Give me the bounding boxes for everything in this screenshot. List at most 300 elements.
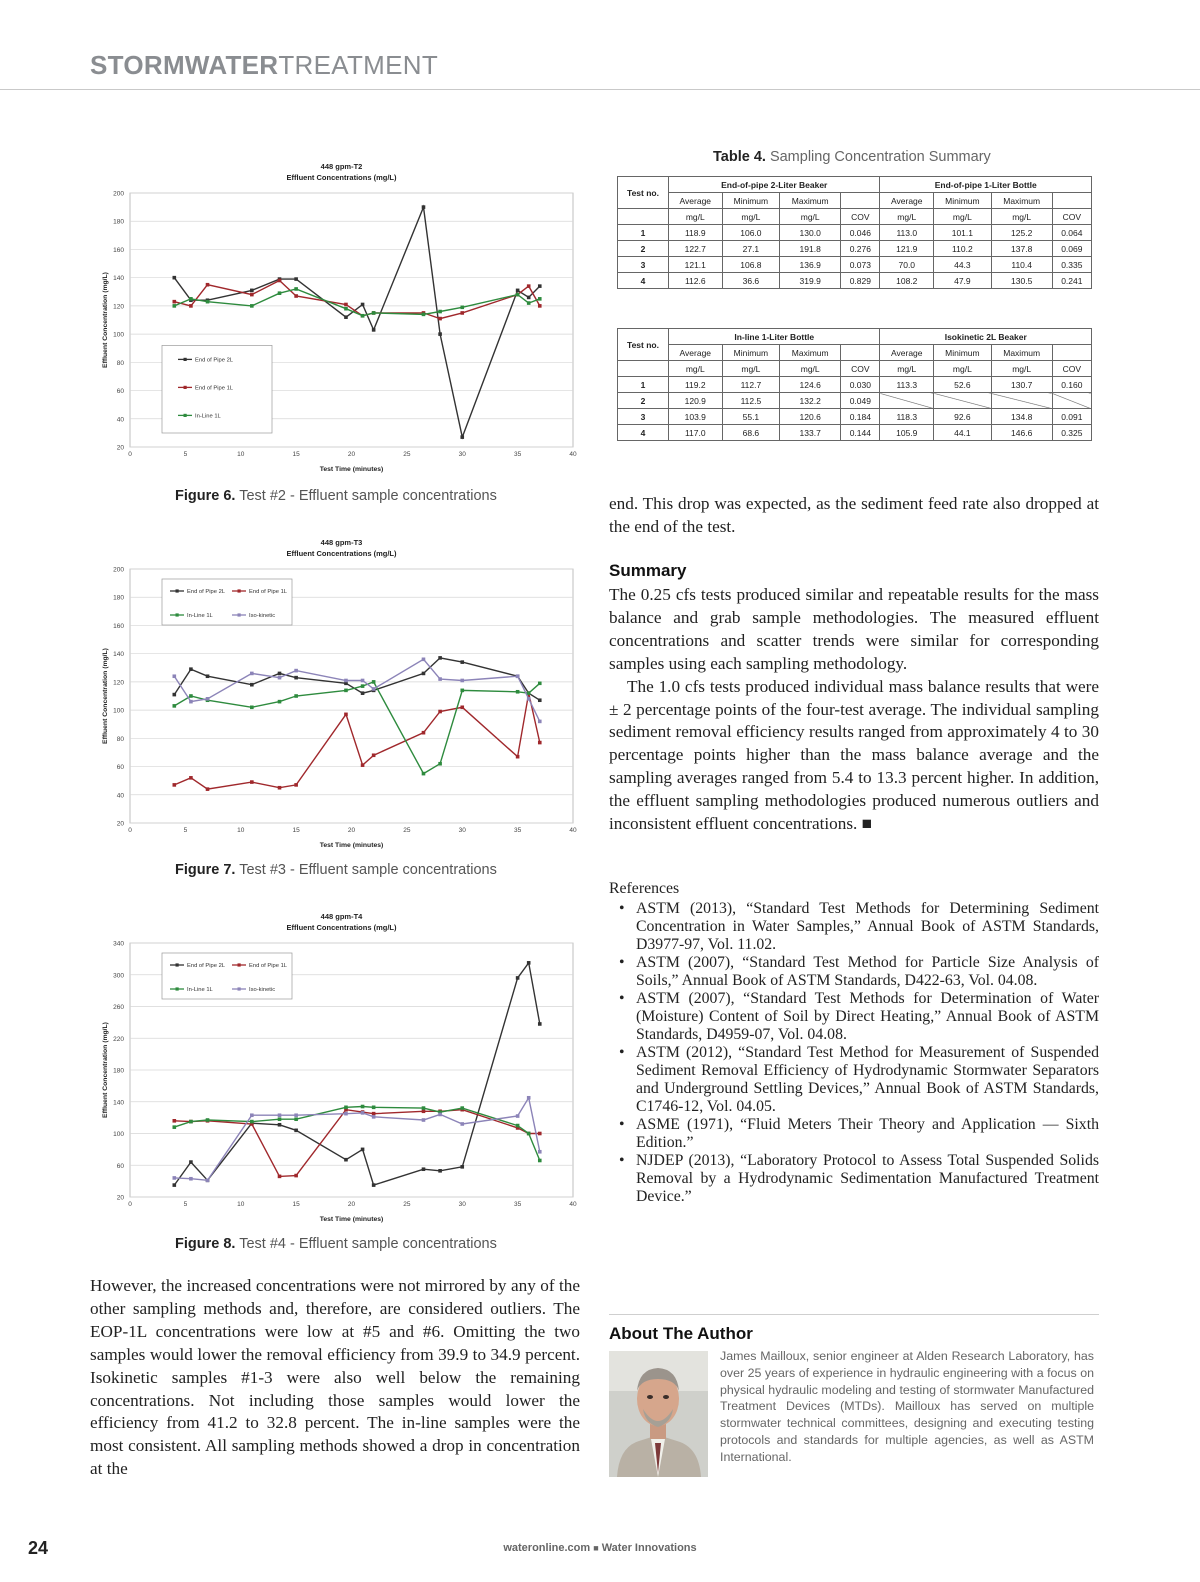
x-tick-label: 5: [183, 827, 188, 834]
data-point: [189, 304, 193, 308]
footer-site: wateronline.com: [503, 1542, 591, 1554]
data-point: [189, 1160, 193, 1164]
section-title: STORMWATERTREATMENT: [90, 50, 439, 80]
data-point: [361, 684, 365, 688]
y-tick-label: 20: [116, 444, 124, 452]
legend-marker: [184, 358, 187, 361]
value-cell: 36.6: [722, 273, 780, 289]
group-header: End-of-pipe 1-Liter Bottle: [880, 177, 1092, 193]
data-point: [516, 293, 520, 297]
value-cell: 120.6: [780, 409, 841, 425]
data-point: [538, 741, 542, 745]
value-cell: 136.9: [780, 257, 841, 273]
data-point: [206, 1179, 210, 1183]
x-tick-label: 5: [183, 1201, 188, 1208]
x-tick-label: 15: [292, 827, 300, 834]
header-divider: [0, 89, 1200, 90]
data-point: [361, 1105, 365, 1109]
data-point: [278, 279, 282, 283]
references: [609, 880, 1099, 1206]
data-point: [460, 435, 464, 439]
data-point: [250, 672, 254, 676]
data-point: [173, 1183, 177, 1187]
data-point: [438, 710, 442, 714]
value-cell: 146.6: [991, 425, 1052, 441]
legend-entry: End of Pipe 1L: [249, 589, 288, 596]
author-photo: [609, 1351, 708, 1477]
data-point: [294, 287, 298, 291]
x-tick-label: 35: [514, 451, 522, 458]
data-point: [189, 1177, 193, 1181]
chart-title: 448 gpm-T4: [320, 912, 363, 921]
data-point: [344, 315, 348, 319]
data-point: [460, 660, 464, 664]
y-tick-label: 140: [113, 651, 124, 659]
data-point: [460, 705, 464, 709]
data-point: [189, 776, 193, 780]
value-cell: 0.160: [1052, 377, 1091, 393]
value-cell: 120.9: [669, 393, 723, 409]
y-tick-label: 260: [113, 1004, 124, 1011]
value-cell: 118.3: [880, 409, 934, 425]
legend-entry: Iso-kinetic: [249, 987, 276, 994]
data-point: [422, 1118, 426, 1122]
data-point: [527, 691, 531, 695]
x-tick-label: 10: [237, 1201, 245, 1208]
data-point: [361, 1148, 365, 1152]
table-row: [618, 425, 1092, 441]
data-point: [460, 306, 464, 310]
data-point: [250, 705, 254, 709]
reference-item: • ASTM (2012), “Standard Test Method for Measurement of Suspended Sediment Removal Efficiency of Hydrodynamic Stormwater Separators and Underground Settling Devices,” Annual Book of ASTM Standards, C1746-12, Vol. 04.05.: [609, 1044, 1099, 1116]
y-tick-label: 20: [116, 1194, 124, 1202]
data-point: [538, 1022, 542, 1026]
value-cell: 113.3: [880, 377, 934, 393]
test-number-cell: 2: [618, 241, 669, 257]
page-number: 24: [28, 1538, 49, 1558]
data-point: [422, 313, 426, 317]
data-point: [344, 307, 348, 311]
data-point: [372, 1106, 376, 1110]
y-axis-label: Effluent Concentration (mg/L): [102, 1022, 109, 1118]
value-cell: 112.6: [669, 273, 723, 289]
references-label: References: [609, 880, 680, 897]
legend-marker: [176, 963, 179, 966]
data-point: [206, 1118, 210, 1122]
value-cell: 0.030: [841, 377, 880, 393]
x-tick-label: 40: [569, 827, 577, 834]
test-number-cell: 2: [618, 393, 669, 409]
data-point: [422, 1109, 426, 1113]
group-header: End-of-pipe 2-Liter Beaker: [669, 177, 880, 193]
table-row: [618, 377, 1092, 393]
data-point: [460, 1122, 464, 1126]
data-point: [206, 283, 210, 287]
value-cell: 112.7: [722, 377, 780, 393]
y-tick-label: 80: [116, 735, 124, 743]
data-point: [189, 297, 193, 301]
value-cell: 0.325: [1052, 425, 1091, 441]
legend-marker: [184, 386, 187, 389]
test-no-header: Test no.: [618, 177, 669, 209]
data-point: [173, 304, 177, 308]
data-point: [173, 1125, 177, 1129]
empty-cell: [880, 393, 934, 409]
data-point: [460, 689, 464, 693]
data-point: [294, 694, 298, 698]
value-cell: 319.9: [780, 273, 841, 289]
table-4-caption: Table 4. Sampling Concentration Summary: [713, 149, 991, 165]
data-point: [538, 698, 542, 702]
value-cell: 191.8: [780, 241, 841, 257]
data-point: [344, 1106, 348, 1110]
value-cell: 44.1: [934, 425, 992, 441]
author-bio: James Mailloux, senior engineer at Alden Research Laboratory, has over 25 years of experience in hydraulic engineering with a focus on physical hydraulic modeling and testing of stormwater Manufactured Treatment Devices (MTDs). Mailloux has served on multiple stormwater technical committees, designing and executing testing protocols and standards for multiple agencies, as well as ASTM International.: [720, 1349, 1094, 1464]
figure-8-chart: [95, 907, 585, 1237]
legend-marker: [238, 613, 241, 616]
data-point: [516, 976, 520, 980]
value-cell: 0.069: [1052, 241, 1091, 257]
y-tick-label: 40: [116, 416, 124, 424]
chart-title: 448 gpm-T3: [320, 538, 363, 547]
data-point: [278, 676, 282, 680]
data-point: [278, 291, 282, 295]
legend-entry: In-Line 1L: [187, 987, 213, 994]
value-cell: 106.8: [722, 257, 780, 273]
x-axis-label: Test Time (minutes): [319, 1216, 384, 1223]
y-tick-label: 100: [113, 331, 124, 339]
empty-cell: [1052, 393, 1091, 409]
line-chart: [95, 157, 585, 487]
data-point: [538, 720, 542, 724]
data-point: [344, 689, 348, 693]
y-tick-label: 160: [113, 622, 124, 630]
data-point: [206, 674, 210, 678]
legend-entry: End of Pipe 2L: [187, 963, 226, 970]
y-tick-label: 100: [113, 1131, 124, 1138]
data-point: [516, 755, 520, 759]
x-tick-label: 25: [403, 451, 411, 458]
data-point: [294, 1117, 298, 1121]
data-point: [278, 786, 282, 790]
y-tick-label: 80: [116, 359, 124, 367]
value-cell: 121.9: [880, 241, 934, 257]
data-point: [422, 1106, 426, 1110]
table-body: [618, 377, 1092, 441]
data-point: [516, 1124, 520, 1128]
line-chart: [95, 907, 585, 1237]
x-tick-label: 20: [347, 827, 356, 834]
value-cell: 110.4: [991, 257, 1052, 273]
legend-marker: [238, 987, 241, 990]
data-point: [250, 293, 254, 297]
data-point: [438, 310, 442, 314]
legend-marker: [238, 963, 241, 966]
x-tick-label: 15: [292, 451, 300, 458]
footer-separator: ■: [593, 1543, 599, 1553]
reference-item: • ASTM (2007), “Standard Test Methods for Determination of Water (Moisture) Content of Soil by Direct Heating,” Annual Book of ASTM Standards, D4959-07, Vol. 04.08.: [609, 990, 1099, 1044]
group-header: Isokinetic 2L Beaker: [880, 329, 1092, 345]
value-cell: 0.335: [1052, 257, 1091, 273]
data-point: [516, 289, 520, 293]
data-point: [372, 680, 376, 684]
legend-entry: End of Pipe 1L: [249, 963, 288, 970]
summary-body: [609, 584, 1099, 836]
table-row: [618, 393, 1092, 409]
legend-marker: [176, 613, 179, 616]
data-point: [361, 679, 365, 683]
chart-subtitle: Effluent Concentrations (mg/L): [286, 173, 397, 182]
data-point: [361, 1111, 365, 1115]
x-axis-label: Test Time (minutes): [319, 466, 384, 473]
data-point: [527, 961, 531, 965]
data-point: [438, 677, 442, 681]
y-tick-label: 60: [116, 1162, 124, 1170]
figure-8-caption: Figure 8. Test #4 - Effluent sample concentrations: [175, 1236, 497, 1252]
legend-marker: [184, 414, 187, 417]
data-point: [372, 1115, 376, 1119]
x-tick-label: 25: [403, 1201, 411, 1208]
y-tick-label: 140: [113, 275, 124, 283]
data-point: [538, 1159, 542, 1163]
value-cell: 108.2: [880, 273, 934, 289]
data-point: [372, 328, 376, 332]
figure-6-caption: Figure 6. Test #2 - Effluent sample concentrations: [175, 488, 497, 504]
data-point: [361, 763, 365, 767]
data-point: [438, 656, 442, 660]
data-point: [189, 1120, 193, 1124]
data-point: [372, 1112, 376, 1116]
figure-6-chart: [95, 157, 585, 487]
value-cell: 137.8: [991, 241, 1052, 257]
data-point: [460, 1106, 464, 1110]
data-point: [438, 1113, 442, 1117]
group-header: In-line 1-Liter Bottle: [669, 329, 880, 345]
data-point: [372, 687, 376, 691]
value-cell: 0.064: [1052, 225, 1091, 241]
legend-entry: End of Pipe 1L: [195, 385, 234, 392]
value-cell: 0.091: [1052, 409, 1091, 425]
data-point: [250, 289, 254, 293]
legend-marker: [238, 589, 241, 592]
value-cell: 110.2: [934, 241, 992, 257]
data-point: [516, 690, 520, 694]
legend-entry: End of Pipe 2L: [195, 357, 234, 364]
value-cell: 27.1: [722, 241, 780, 257]
table-body: [618, 225, 1092, 289]
reference-item: • NJDEP (2013), “Laboratory Protocol to Assess Total Suspended Solids Removal by a Hydrodynamic Sedimentation Manufactured Treatment Device.”: [609, 1152, 1099, 1206]
value-cell: 103.9: [669, 409, 723, 425]
x-tick-label: 5: [183, 451, 188, 458]
footer-publication: Water Innovations: [601, 1542, 697, 1554]
value-cell: 70.0: [880, 257, 934, 273]
y-tick-label: 180: [113, 594, 124, 602]
value-cell: 0.046: [841, 225, 880, 241]
data-point: [173, 783, 177, 787]
x-tick-label: 0: [128, 1201, 132, 1208]
data-point: [422, 1167, 426, 1171]
data-point: [173, 1119, 177, 1123]
data-point: [372, 1183, 376, 1187]
data-point: [372, 753, 376, 757]
data-point: [294, 676, 298, 680]
concentration-table-part-2: Test no. In-line 1-Liter Bottle Isokinetic 2L Beaker Average Minimum Maximum Average Minimum Maximum mg/L mg/L mg/L COV mg/L mg/L mg/L COV 1 119.2 112.7 124.6 0.030 113.3 52.6 130.7 0.160 2 120.9 112.5 132.2 0.049 3 103.9 55.1 120.6 0.184 118.3 92.6 134.8 0.091 4 117.0 68.6 133.7 0.144 105.9 44.1 146.6 0.325: [617, 328, 1092, 441]
value-cell: 112.5: [722, 393, 780, 409]
data-point: [344, 679, 348, 683]
value-cell: 130.7: [991, 377, 1052, 393]
value-cell: 119.2: [669, 377, 723, 393]
value-cell: 0.829: [841, 273, 880, 289]
x-tick-label: 35: [514, 827, 522, 834]
data-point: [173, 1176, 177, 1180]
value-cell: 122.7: [669, 241, 723, 257]
test-no-header: Test no.: [618, 329, 669, 361]
x-tick-label: 30: [458, 827, 466, 834]
value-cell: 44.3: [934, 257, 992, 273]
author-divider: [609, 1314, 1099, 1315]
value-cell: 121.1: [669, 257, 723, 273]
value-cell: 132.2: [780, 393, 841, 409]
y-tick-label: 120: [113, 679, 124, 687]
value-cell: 113.0: [880, 225, 934, 241]
y-tick-label: 200: [113, 190, 124, 198]
data-point: [460, 311, 464, 315]
legend-entry: In-Line 1L: [187, 613, 213, 620]
y-tick-label: 180: [113, 1067, 124, 1075]
chart-subtitle: Effluent Concentrations (mg/L): [286, 549, 397, 558]
reference-item: • ASME (1971), “Fluid Meters Their Theory and Application — Sixth Edition.”: [609, 1116, 1099, 1152]
data-point: [460, 679, 464, 683]
data-point: [460, 1165, 464, 1169]
data-point: [361, 691, 365, 695]
value-cell: 47.9: [934, 273, 992, 289]
value-cell: 117.0: [669, 425, 723, 441]
data-point: [173, 300, 177, 304]
x-tick-label: 40: [569, 451, 577, 458]
data-point: [438, 317, 442, 321]
data-point: [173, 674, 177, 678]
x-tick-label: 20: [347, 451, 356, 458]
reference-item: • ASTM (2013), “Standard Test Methods for Determining Sediment Concentration in Water Samples,” Annual Book of ASTM Standards, D3977-97, Vol. 11.02.: [609, 900, 1099, 954]
value-cell: 0.073: [841, 257, 880, 273]
data-point: [294, 669, 298, 673]
value-cell: 68.6: [722, 425, 780, 441]
summary-heading: Summary: [609, 561, 687, 580]
test-number-cell: 1: [618, 377, 669, 393]
y-tick-label: 300: [113, 972, 124, 980]
data-point: [294, 277, 298, 281]
data-point: [278, 700, 282, 704]
data-point: [173, 276, 177, 280]
data-point: [344, 1112, 348, 1116]
data-point: [527, 1096, 531, 1100]
data-point: [538, 284, 542, 288]
table-row: [618, 241, 1092, 257]
data-point: [538, 1132, 542, 1136]
table-row: [618, 273, 1092, 289]
data-point: [438, 332, 442, 336]
data-point: [206, 300, 210, 304]
data-point: [173, 704, 177, 708]
value-cell: 134.8: [991, 409, 1052, 425]
value-cell: 106.0: [722, 225, 780, 241]
data-point: [278, 1175, 282, 1179]
table-row: [618, 409, 1092, 425]
table-row: [618, 225, 1092, 241]
x-tick-label: 10: [237, 827, 245, 834]
y-tick-label: 140: [113, 1099, 124, 1107]
data-point: [294, 294, 298, 298]
value-cell: 0.184: [841, 409, 880, 425]
summary-paragraph-1: The 0.25 cfs tests produced similar and repeatable results for the mass balance and grab sample methodologies. The measured effluent concentrations and scatter trends were similar for corresponding samples using each sampling methodology.: [609, 585, 1099, 673]
figure-7-chart: [95, 533, 585, 863]
value-cell: 55.1: [722, 409, 780, 425]
data-point: [422, 658, 426, 662]
legend-marker: [176, 589, 179, 592]
y-axis-label: Effluent Concentration (mg/L): [102, 272, 109, 368]
data-point: [527, 1132, 531, 1136]
x-tick-label: 20: [347, 1201, 356, 1208]
x-axis-label: Test Time (minutes): [319, 842, 384, 849]
value-cell: 0.276: [841, 241, 880, 257]
empty-cell: [991, 393, 1052, 409]
value-cell: 52.6: [934, 377, 992, 393]
data-point: [344, 303, 348, 307]
reference-item: • ASTM (2007), “Standard Test Method for Particle Size Analysis of Soils,” Annual Book of ASTM Standards, D422-63, Vol. 04.08.: [609, 954, 1099, 990]
legend-entry: In-Line 1L: [195, 413, 221, 420]
x-tick-label: 30: [458, 1201, 466, 1208]
data-point: [294, 1113, 298, 1117]
data-point: [516, 674, 520, 678]
test-number-cell: 1: [618, 225, 669, 241]
data-point: [538, 304, 542, 308]
y-tick-label: 20: [116, 820, 124, 828]
data-point: [278, 1113, 282, 1117]
value-cell: 92.6: [934, 409, 992, 425]
data-point: [344, 1158, 348, 1162]
legend-marker: [176, 987, 179, 990]
y-tick-label: 100: [113, 707, 124, 715]
test-number-cell: 3: [618, 257, 669, 273]
data-point: [438, 762, 442, 766]
value-cell: 130.5: [991, 273, 1052, 289]
data-point: [438, 1169, 442, 1173]
value-cell: 130.0: [780, 225, 841, 241]
data-point: [189, 667, 193, 671]
value-cell: 118.9: [669, 225, 723, 241]
data-point: [538, 682, 542, 686]
value-cell: 0.241: [1052, 273, 1091, 289]
y-tick-label: 60: [116, 764, 124, 772]
x-tick-label: 15: [292, 1201, 300, 1208]
footer-credit: [0, 1542, 1200, 1554]
y-axis-label: Effluent Concentration (mg/L): [102, 648, 109, 744]
data-point: [422, 672, 426, 676]
data-point: [294, 1129, 298, 1133]
data-point: [189, 700, 193, 704]
data-point: [516, 1114, 520, 1118]
author-heading: About The Author: [609, 1324, 753, 1343]
data-point: [206, 787, 210, 791]
data-point: [294, 783, 298, 787]
line-chart: [95, 533, 585, 863]
concentration-table-part-1: Test no. End-of-pipe 2-Liter Beaker End-of-pipe 1-Liter Bottle Average Minimum Maximum Average Minimum Maximum mg/L mg/L mg/L COV mg/L mg/L mg/L COV 1 118.9 106.0 130.0 0.046 113.0 101.1 125.2 0.064 2 122.7 27.1 191.8 0.276 121.9 110.2 137.8 0.069 3 121.1 106.8 136.9 0.073 70.0 44.3 110.4 0.335 4 112.6 36.6 319.9 0.829 108.2 47.9 130.5 0.241: [617, 176, 1092, 289]
chart-title: 448 gpm-T2: [320, 162, 363, 171]
data-point: [250, 683, 254, 687]
y-tick-label: 340: [113, 940, 124, 948]
x-tick-label: 35: [514, 1201, 522, 1208]
y-tick-label: 200: [113, 566, 124, 574]
